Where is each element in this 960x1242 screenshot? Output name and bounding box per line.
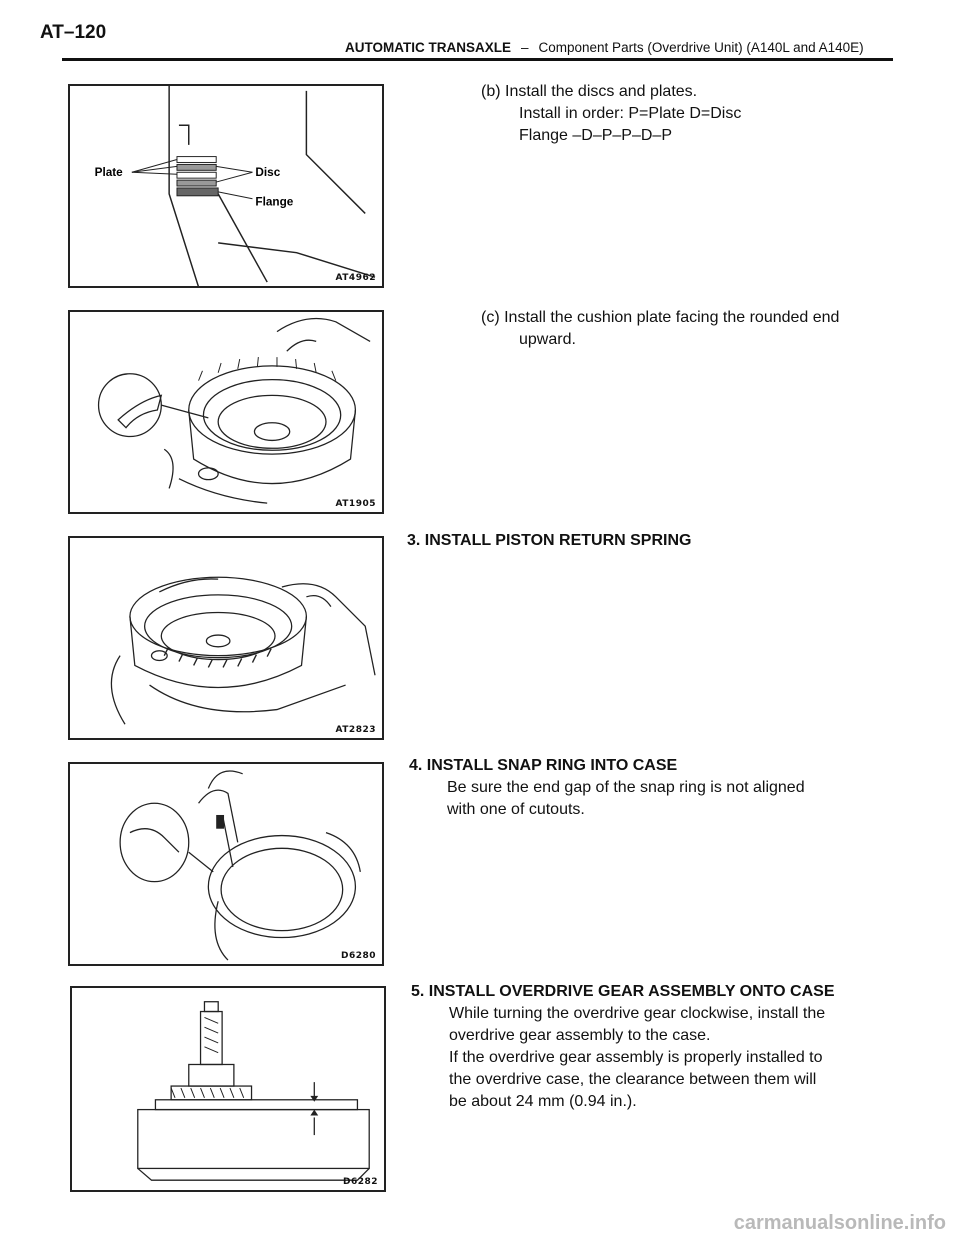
step-4-line2: with one of cutouts. — [447, 801, 585, 818]
figure-overdrive-gear — [70, 986, 386, 1192]
step-3-title: 3. INSTALL PISTON RETURN SPRING — [407, 532, 692, 549]
step-5-title: 5. INSTALL OVERDRIVE GEAR ASSEMBLY ONTO CASE — [411, 983, 835, 1000]
figure-code: AT1905 — [335, 499, 376, 509]
step-5-line5: be about 24 mm (0.94 in.). — [449, 1093, 637, 1110]
figure-code: D6280 — [340, 951, 376, 961]
step-5 — [411, 981, 834, 1113]
step-4-line1: Be sure the end gap of the snap ring is not aligned — [447, 779, 805, 796]
cushion-plate-illustration — [70, 312, 382, 512]
step-b-line3: Flange –D–P–P–D–P — [519, 127, 672, 144]
step-4 — [409, 755, 805, 821]
step-5-line4: the overdrive case, the clearance between them will — [449, 1071, 817, 1088]
step-b-line1: (b) Install the discs and plates. — [481, 83, 698, 100]
watermark: carmanualsonline.info — [733, 1212, 946, 1234]
step-5-line1: While turning the overdrive gear clockwise, install the — [449, 1005, 826, 1022]
label-flange: Flange — [255, 195, 294, 209]
step-c-line1: (c) Install the cushion plate facing the rounded end — [481, 309, 840, 326]
header-separator: – — [521, 40, 529, 55]
figure-piston-return-spring — [68, 536, 384, 740]
figure-snap-ring — [68, 762, 384, 966]
page-number: AT–120 — [40, 22, 107, 43]
figure-code: AT2823 — [335, 725, 376, 735]
figure-code: AT4962 — [335, 273, 376, 283]
discs-plates-illustration — [70, 86, 382, 286]
figure-code: D6282 — [342, 1177, 378, 1187]
step-b-line2: Install in order: P=Plate D=Disc — [519, 105, 742, 122]
step-c-line2: upward. — [519, 331, 576, 348]
header-rule — [62, 58, 893, 61]
label-disc: Disc — [255, 166, 281, 180]
label-plate: Plate — [94, 166, 123, 180]
step-c — [481, 307, 839, 351]
step-4-title: 4. INSTALL SNAP RING INTO CASE — [409, 757, 678, 774]
overdrive-gear-illustration — [72, 988, 384, 1190]
figure-discs-plates — [68, 84, 384, 288]
step-b — [481, 81, 741, 147]
step-5-line2: overdrive gear assembly to the case. — [449, 1027, 711, 1044]
page-header — [345, 40, 864, 55]
figure-cushion-plate — [68, 310, 384, 514]
snap-ring-illustration — [70, 764, 382, 964]
header-subsection: Component Parts (Overdrive Unit) (A140L and A140E) — [538, 40, 864, 55]
step-3 — [407, 530, 691, 552]
header-section: AUTOMATIC TRANSAXLE — [345, 40, 511, 55]
step-5-line3: If the overdrive gear assembly is properly installed to — [449, 1049, 823, 1066]
piston-return-spring-illustration — [70, 538, 382, 738]
